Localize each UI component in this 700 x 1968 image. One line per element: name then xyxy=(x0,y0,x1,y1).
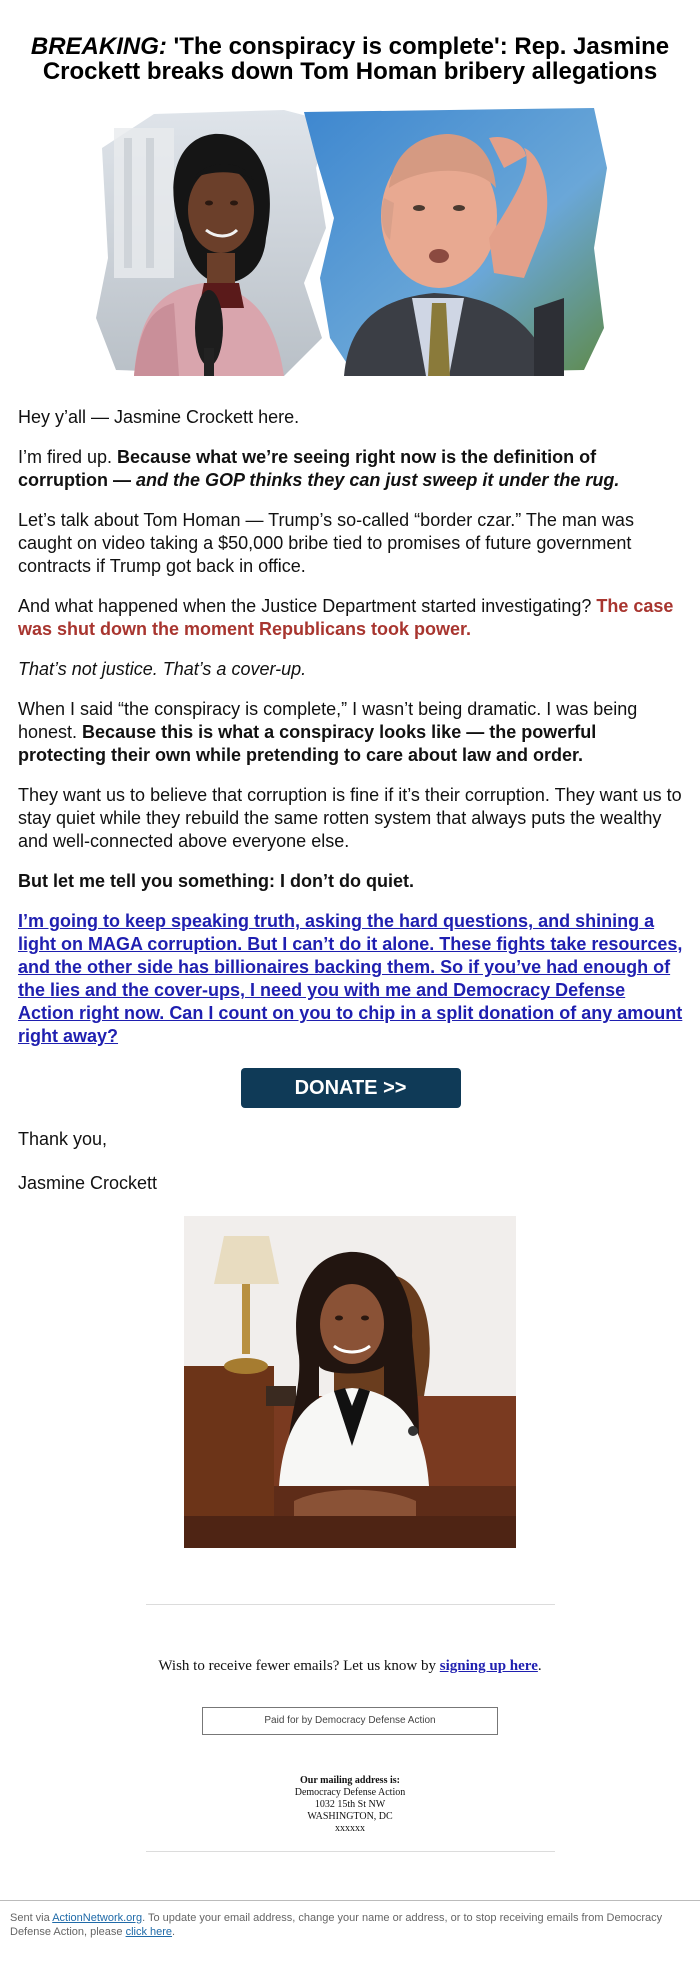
paragraph-conspiracy xyxy=(18,698,683,767)
sent-end: . xyxy=(172,1926,176,1938)
portrait-photo xyxy=(184,1216,516,1548)
hero-image xyxy=(94,108,607,376)
paragraph-fired-up-bold-italic: and the GOP thinks they can just sweep it under the rug. xyxy=(136,470,620,491)
greeting: Hey y’all — Jasmine Crockett here. xyxy=(18,407,300,428)
fewer-emails-prefix: Wish to receive fewer emails? Let us know by xyxy=(158,1658,440,1675)
paragraph-cover-up: That’s not justice. That’s a cover-up. xyxy=(18,659,307,680)
headline-prefix: BREAKING: xyxy=(30,33,167,60)
signature: Jasmine Crockett xyxy=(18,1173,158,1194)
sent-prefix: Sent via xyxy=(10,1912,53,1924)
unsubscribe-click-here-link[interactable]: click here xyxy=(125,1926,173,1938)
paragraph-homan: Let’s talk about Tom Homan — Trump’s so-called “border czar.” The man was caught on video taking a $50,000 bribe tied to promises of future government contracts if Trump got back in office. xyxy=(18,510,634,577)
donation-cta-link[interactable]: I’m going to keep speaking truth, asking the hard questions, and shining a light on MAGA corruption. But I can’t do it alone. These fights take resources, and the other side has billionaires backing them. So if you’ve had enough of the lies and the cover-ups, I need you with me and Democracy Defense Action right now. Can I count on you to chip in a split donation of any amount right away? xyxy=(18,911,683,1047)
sent-middle: . To update your email address, change your name or address, or to stop receiving emails from Democracy Defense Action, please xyxy=(10,1912,663,1938)
mailing-address-zip: xxxxxx xyxy=(335,1823,365,1835)
paragraph-doj-highlight: The case was shut down the moment Republicans took power. xyxy=(18,596,674,640)
paragraph-corruption: They want us to believe that corruption is fine if it’s their corruption. They want us to stay quiet while they rebuild the same rotten system that always puts the wealthy and well-connected above everyone else. xyxy=(18,785,682,852)
paragraph-fired-up-bold: Because what we’re seeing right now is the definition of corruption — xyxy=(18,447,597,491)
paragraph-fired-up-plain: I’m fired up. xyxy=(18,447,118,468)
paragraph-conspiracy-plain: When I said “the conspiracy is complete,” I wasn’t being dramatic. I was being honest. xyxy=(18,699,638,743)
paragraph-fired-up xyxy=(18,446,683,492)
paid-for-by-box: Paid for by Democracy Defense Action xyxy=(202,1707,498,1735)
mailing-address-title: Our mailing address is: xyxy=(300,1775,400,1787)
thanks-text: Thank you, xyxy=(18,1129,108,1150)
message-body xyxy=(0,376,700,1195)
footer-divider-bottom xyxy=(146,1851,555,1852)
mailing-address-city: WASHINGTON, DC xyxy=(307,1811,393,1823)
actionnetwork-link[interactable]: ActionNetwork.org xyxy=(52,1912,143,1924)
fewer-emails-end: . xyxy=(537,1658,542,1675)
fewer-emails-text xyxy=(0,1658,700,1675)
mailing-address-street: 1032 15th St NW xyxy=(314,1799,386,1811)
mailing-address xyxy=(0,1775,700,1835)
sent-via-footer xyxy=(0,1900,700,1939)
sign-off xyxy=(18,1128,683,1195)
paragraph-dont-do-quiet: But let me tell you something: I don’t do quiet. xyxy=(18,871,414,892)
headline xyxy=(0,0,700,84)
donate-button[interactable]: DONATE >> xyxy=(241,1068,461,1108)
signing-up-link[interactable]: signing up here xyxy=(439,1658,538,1675)
mailing-address-org: Democracy Defense Action xyxy=(294,1787,406,1799)
paragraph-doj xyxy=(18,595,683,641)
footer-divider-top xyxy=(146,1604,555,1605)
paragraph-conspiracy-bold: Because this is what a conspiracy looks like — the powerful protecting their own while pretending to care about law and order. xyxy=(18,722,597,766)
headline-text: 'The conspiracy is complete': Rep. Jasmine Crockett breaks down Tom Homan bribery allegations xyxy=(42,33,670,86)
paragraph-doj-plain: And what happened when the Justice Department started investigating? xyxy=(18,596,597,617)
donate-button-wrap xyxy=(18,1068,683,1108)
